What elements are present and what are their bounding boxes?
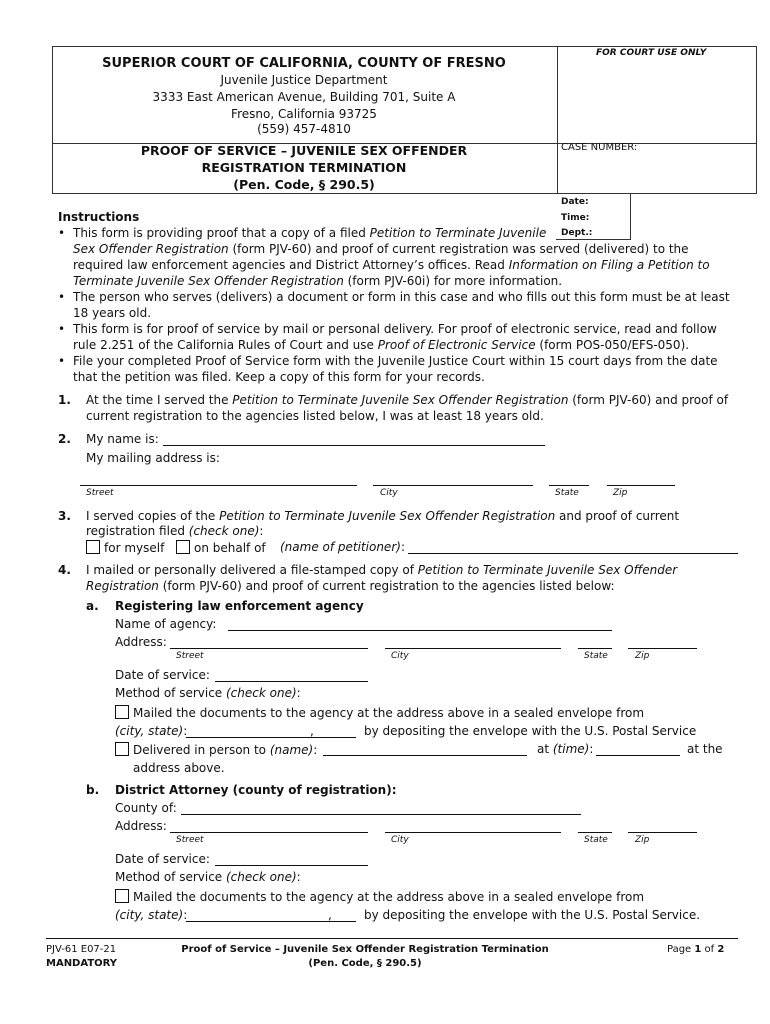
instruction-2: The person who serves (delivers) a document or form in this case and who fills out this form must be at least [73, 290, 730, 304]
comma-mark: , [328, 908, 332, 922]
agency-delivered-name-field[interactable] [323, 755, 527, 756]
instruction-1-line3: required law enforcement agencies and District Attorney’s offices. Read Information on Filing a Petition to [73, 258, 710, 272]
mailing-address-label: My mailing address is: [86, 451, 220, 465]
at-the-text: at the [687, 742, 723, 756]
form-title-line1: PROOF OF SERVICE – JUVENILE SEX OFFENDER [140, 143, 468, 158]
footer-code: (Pen. Code, § 290.5) [308, 958, 422, 969]
item-4b-heading: District Attorney (county of registration): [115, 783, 397, 797]
item-3-number: 3. [58, 509, 71, 523]
item-4-number: 4. [58, 563, 71, 577]
instruction-2-line2: 18 years old. [73, 306, 152, 320]
mandatory-label: MANDATORY [46, 958, 118, 969]
item-4a-heading: Registering law enforcement agency [115, 599, 364, 613]
form-title-line3: (Pen. Code, § 290.5) [233, 177, 375, 192]
court-name: SUPERIOR COURT OF CALIFORNIA, COUNTY OF FRESNO [102, 56, 506, 71]
instruction-1-line4: Terminate Juvenile Sex Offender Registration (form PJV-60i) for more information. [73, 274, 563, 288]
case-number-label: CASE NUMBER: [561, 142, 638, 153]
da-mailed-checkbox[interactable] [115, 889, 129, 903]
agency-mailed-option[interactable]: Mailed the documents to the agency at the address above in a sealed envelope from [115, 705, 644, 720]
on-behalf-option[interactable]: on behalf of [176, 540, 266, 555]
agency-time-field[interactable] [596, 755, 680, 756]
da-city-field[interactable] [385, 832, 561, 833]
zip-caption: Zip [635, 835, 650, 845]
street-caption: Street [86, 488, 114, 498]
mailing-street-field[interactable] [80, 485, 357, 486]
page-indicator: Page 1 of 2 [667, 944, 725, 955]
item-4a-letter: a. [86, 599, 99, 613]
bullet-icon: • [58, 290, 66, 304]
bullet-icon: • [58, 226, 66, 240]
court-address1: 3333 East American Avenue, Building 701, Suite A [152, 90, 456, 104]
footer-title: Proof of Service – Juvenile Sex Offender Registration Termination [181, 944, 549, 955]
for-myself-option[interactable]: for myself [86, 540, 164, 555]
street-caption: Street [176, 651, 204, 661]
agency-address-label: Address: [115, 635, 167, 649]
instruction-3-line2: rule 2.251 of the California Rules of Court and use Proof of Electronic Service (form POS-050/EFS-050). [73, 338, 690, 352]
da-city-state-label: (city, state): [115, 908, 188, 922]
agency-delivered-checkbox[interactable] [115, 742, 129, 756]
item-4-text: I mailed or personally delivered a file-stamped copy of Petition to Terminate Juvenile Sex Offender [86, 563, 678, 577]
agency-date-label: Date of service: [115, 668, 210, 682]
court-address2: Fresno, California 93725 [231, 107, 377, 121]
da-date-field[interactable] [215, 865, 368, 866]
da-depositing-text: by depositing the envelope with the U.S. Postal Service. [364, 908, 701, 922]
item-1-text-line2: current registration to the agencies listed below, I was at least 18 years old. [86, 409, 544, 423]
court-dept: Juvenile Justice Department [220, 73, 388, 87]
date-label: Date: [561, 197, 589, 207]
item-1-text: At the time I served the Petition to Terminate Juvenile Sex Offender Registration (form PJV-60) and proof of [86, 393, 729, 407]
da-zip-field[interactable] [628, 832, 697, 833]
instruction-1-line2: Sex Offender Registration (form PJV-60) and proof of current registration was served (delivered) to the [73, 242, 689, 256]
comma-mark: , [310, 724, 314, 738]
court-use-box [556, 46, 757, 144]
item-4b-letter: b. [86, 783, 100, 797]
zip-caption: Zip [635, 651, 650, 661]
agency-depositing-text: by depositing the envelope with the U.S. Postal Service [364, 724, 697, 738]
footer-rule [46, 938, 738, 939]
zip-caption: Zip [613, 488, 628, 498]
state-caption: State [584, 651, 608, 661]
bullet-icon: • [58, 322, 66, 336]
mailing-state-field[interactable] [549, 485, 589, 486]
county-field[interactable] [181, 814, 581, 815]
my-name-field[interactable] [163, 445, 545, 446]
agency-method-label: Method of service (check one): [115, 686, 301, 700]
bullet-icon: • [58, 354, 66, 368]
agency-city-state-label: (city, state): [115, 724, 188, 738]
agency-name-label: Name of agency: [115, 617, 217, 631]
city-caption: City [391, 651, 409, 661]
form-title-line2: REGISTRATION TERMINATION [201, 160, 407, 175]
da-mailed-option[interactable]: Mailed the documents to the agency at the address above in a sealed envelope from [115, 889, 644, 904]
agency-mailed-checkbox[interactable] [115, 705, 129, 719]
my-name-label: My name is: [86, 432, 159, 446]
street-caption: Street [176, 835, 204, 845]
agency-zip-field[interactable] [628, 648, 697, 649]
da-street-field[interactable] [170, 832, 368, 833]
item-4-text-line2: Registration (form PJV-60) and proof of current registration to the agencies listed below: [86, 579, 615, 593]
form-number: PJV-61 E07-21 [46, 944, 117, 955]
time-label: Time: [561, 213, 590, 223]
court-use-label: FOR COURT USE ONLY [596, 48, 707, 58]
agency-street-field[interactable] [170, 648, 368, 649]
instruction-3: This form is for proof of service by mail or personal delivery. For proof of electronic service, read and follow [73, 322, 717, 336]
agency-state-field[interactable] [578, 648, 612, 649]
da-method-label: Method of service (check one): [115, 870, 301, 884]
petitioner-name-label: (name of petitioner): [280, 540, 405, 554]
petitioner-name-field[interactable] [408, 553, 738, 554]
for-myself-checkbox[interactable] [86, 540, 100, 554]
agency-date-field[interactable] [215, 681, 368, 682]
item-3-text-line2: registration filed (check one): [86, 524, 264, 538]
mailing-zip-field[interactable] [607, 485, 675, 486]
city-caption: City [380, 488, 398, 498]
city-caption: City [391, 835, 409, 845]
agency-delivered-option[interactable]: Delivered in person to (name): [115, 742, 317, 757]
court-phone: (559) 457-4810 [257, 122, 351, 136]
instruction-1: This form is providing proof that a copy of a filed Petition to Terminate Juvenile [73, 226, 547, 240]
item-2-number: 2. [58, 432, 71, 446]
dept-label: Dept.: [561, 228, 593, 238]
da-date-label: Date of service: [115, 852, 210, 866]
agency-mail-city-state-field[interactable] [186, 737, 356, 738]
state-caption: State [584, 835, 608, 845]
county-label: County of: [115, 801, 177, 815]
instruction-4: File your completed Proof of Service form with the Juvenile Justice Court within 15 court days from the date [73, 354, 718, 368]
agency-city-field[interactable] [385, 648, 561, 649]
item-3-text: I served copies of the Petition to Terminate Juvenile Sex Offender Registration and proof of current [86, 509, 680, 523]
instruction-4-line2: that the petition was filed. Keep a copy of this form for your records. [73, 370, 485, 384]
item-1-number: 1. [58, 393, 71, 407]
agency-name-field[interactable] [228, 630, 612, 631]
address-above-text: address above. [133, 761, 225, 775]
mailing-city-field[interactable] [373, 485, 533, 486]
agency-time-label: at (time): [537, 742, 594, 756]
state-caption: State [555, 488, 579, 498]
da-state-field[interactable] [578, 832, 612, 833]
on-behalf-checkbox[interactable] [176, 540, 190, 554]
da-address-label: Address: [115, 819, 167, 833]
instructions-heading: Instructions [58, 210, 140, 224]
